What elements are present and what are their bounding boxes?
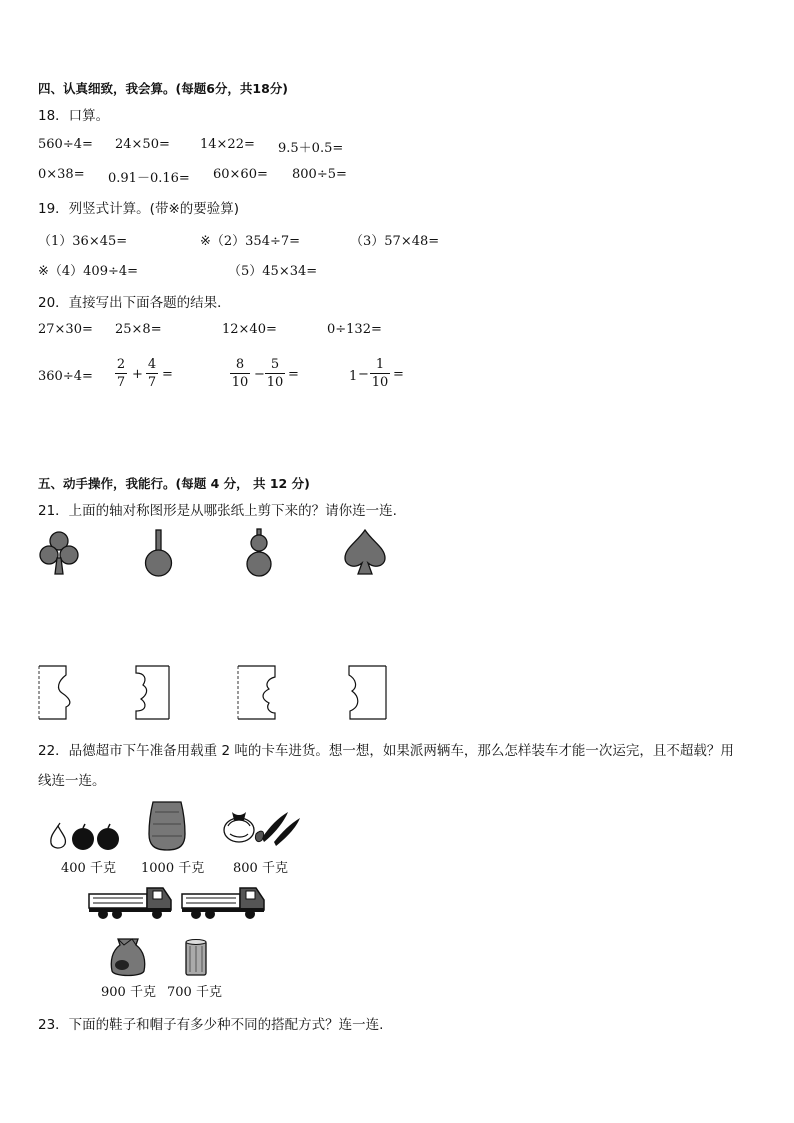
folded-paper-2	[133, 665, 173, 721]
q22-prompt-line1: 22．品德超市下午准备用载重 2 吨的卡车进货。想一想，如果派两辆车，那么怎样装车才能一次运完，且不超载？用	[38, 743, 734, 759]
operator: =	[288, 367, 299, 382]
club-icon	[38, 530, 80, 578]
folded-paper-4	[346, 665, 388, 721]
q20-item: 27×30=	[38, 322, 93, 337]
q23-prompt: 23．下面的鞋子和帽子有多少种不同的搭配方式？连一连.	[38, 1017, 384, 1033]
folded-paper-3	[237, 665, 277, 721]
fruit-icon	[48, 822, 123, 852]
q19-item: （1）36×45=	[38, 234, 128, 249]
operator: =	[393, 367, 404, 382]
barrel-icon	[184, 938, 208, 978]
q19-prompt: 19．列竖式计算。(带※的要验算)	[38, 201, 240, 217]
operator: +	[132, 367, 143, 382]
q18-item: 560÷4=	[38, 137, 93, 152]
spade-icon	[342, 528, 388, 578]
q18-item: 0.91－0.16=	[108, 171, 190, 186]
bag-icon	[108, 935, 148, 979]
q19-item: ※（2）354÷7=	[200, 234, 301, 249]
fraction: 4 7	[147, 357, 157, 390]
vegetable-icon	[222, 808, 302, 848]
q20-item: 360÷4=	[38, 369, 93, 384]
q19-item: （3）57×48=	[350, 234, 440, 249]
q20-item: 0÷132=	[327, 322, 382, 337]
weight-label: 700 千克	[167, 985, 222, 1000]
q21-prompt: 21．上面的轴对称图形是从哪张纸上剪下来的？请你连一连.	[38, 503, 397, 519]
operator: =	[162, 367, 173, 382]
q19-item: ※（4）409÷4=	[38, 264, 139, 279]
q18-item: 0×38=	[38, 167, 85, 182]
folded-paper-1	[38, 665, 78, 721]
operator: −	[358, 367, 369, 382]
q20-item: 12×40=	[222, 322, 277, 337]
whole-number: 1	[349, 369, 358, 384]
weight-label: 400 千克	[61, 861, 116, 876]
q18-item: 800÷5=	[292, 167, 347, 182]
q19-item: （5）45×34=	[228, 264, 318, 279]
q22-prompt-line2: 线连一连。	[38, 773, 106, 789]
truck-icon	[87, 880, 175, 920]
fraction: 5 10	[266, 357, 284, 390]
q18-prompt: 18．口算。	[38, 108, 110, 124]
flask-icon	[142, 528, 176, 578]
weight-label: 800 千克	[233, 861, 288, 876]
q20-item: 25×8=	[115, 322, 162, 337]
section-5-title: 五、动手操作，我能行。(每题 4 分， 共 12 分)	[38, 476, 310, 491]
fraction: 8 10	[231, 357, 249, 390]
operator: −	[254, 367, 265, 382]
q20-prompt: 20．直接写出下面各题的结果．	[38, 295, 231, 311]
q18-item: 24×50=	[115, 137, 170, 152]
sack-icon	[147, 800, 187, 852]
q18-item: 60×60=	[213, 167, 268, 182]
weight-label: 1000 千克	[141, 861, 205, 876]
truck-icon	[180, 880, 268, 920]
fraction: 1 10	[371, 357, 389, 390]
fraction: 2 7	[116, 357, 126, 390]
q18-item: 9.5＋0.5=	[278, 141, 344, 156]
weight-label: 900 千克	[101, 985, 156, 1000]
section-4-title: 四、认真细致，我会算。(每题6分，共18分)	[38, 81, 289, 96]
gourd-icon	[243, 528, 275, 578]
q18-item: 14×22=	[200, 137, 255, 152]
